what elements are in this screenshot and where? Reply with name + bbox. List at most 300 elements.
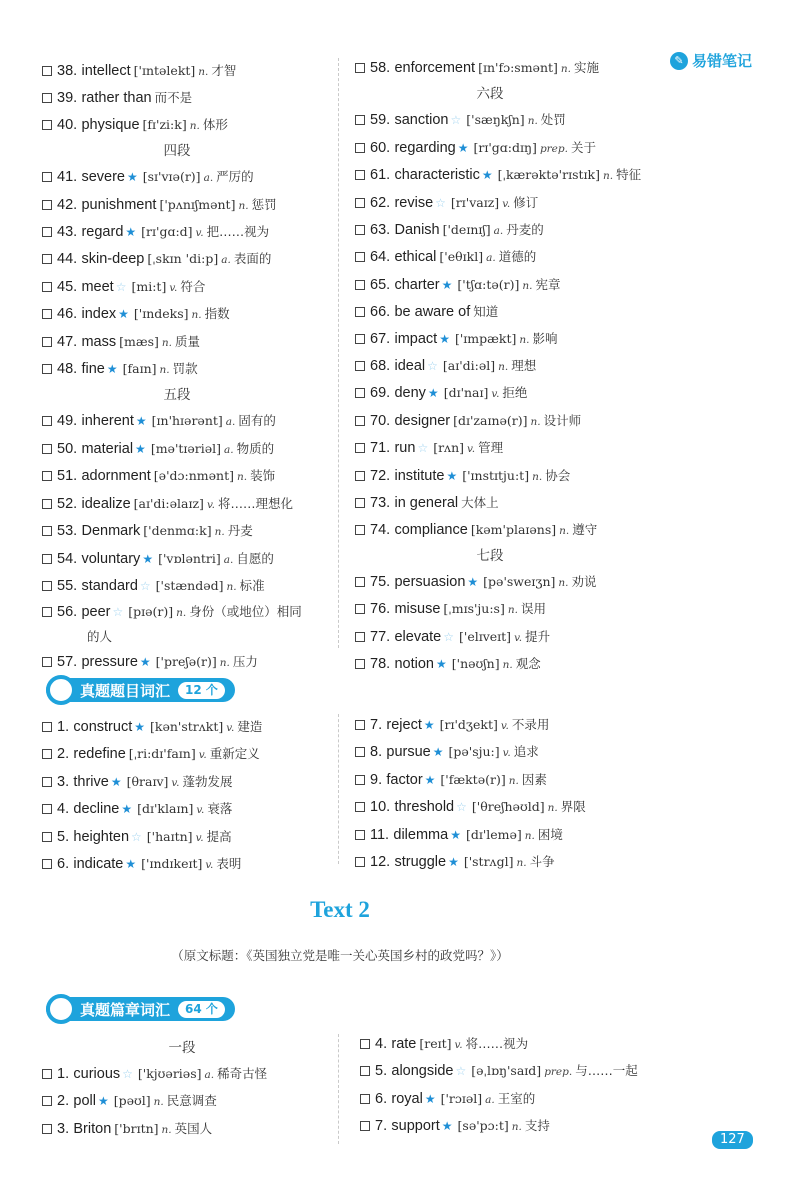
part-of-speech: a. [223, 553, 234, 566]
vocab-item [42, 219, 332, 246]
vocab-word: fine [81, 361, 105, 378]
phonetic: ['sæŋkʃn] [466, 112, 525, 128]
star-icon: ★ [125, 225, 137, 240]
vocab-word: mass [81, 333, 117, 350]
vocab-meaning: 物质的 [236, 440, 275, 456]
vocab-meaning: 重新定义 [209, 746, 260, 762]
checkbox-icon[interactable] [42, 722, 52, 732]
vocab-meaning: 处罚 [540, 112, 566, 128]
vocab-number: 40. [57, 116, 78, 133]
vocab-meaning: 装饰 [250, 468, 276, 484]
vocab-meaning: 遵守 [572, 521, 598, 537]
part-of-speech: v. [500, 720, 509, 732]
checkbox-icon[interactable] [355, 659, 365, 669]
vocab-item [355, 272, 755, 299]
column-divider [338, 1034, 339, 1144]
star-icon: ☆ [112, 605, 124, 620]
vocab-item [355, 624, 755, 651]
vocab-number: 5. [375, 1063, 388, 1080]
vocab-word: intellect [81, 63, 131, 79]
vocab-word: rate [391, 1036, 417, 1052]
star-icon: ★ [446, 468, 458, 483]
checkbox-icon[interactable] [355, 252, 365, 262]
checkbox-icon[interactable] [42, 499, 52, 509]
vocab-word: factor [386, 771, 423, 788]
checkbox-icon[interactable] [355, 361, 365, 371]
vocab-word: alongside [391, 1063, 454, 1080]
part-of-speech: n. [530, 415, 541, 428]
phonetic: [ˌri:dɪ'faɪn] [128, 746, 196, 762]
vocab-number: 71. [370, 440, 391, 457]
phonetic: ['pʌnɪʃmənt] [159, 196, 236, 212]
phonetic: [faɪn] [122, 361, 157, 377]
phonetic: ['preʃə(r)] [155, 654, 217, 670]
vocab-meaning: 符合 [180, 278, 206, 294]
vocab-number: 39. [57, 90, 78, 107]
vocab-word: be aware of [394, 304, 471, 321]
checkbox-icon[interactable] [42, 309, 52, 319]
part-of-speech: n. [214, 526, 225, 539]
checkbox-icon[interactable] [355, 334, 365, 344]
phonetic: ['ɪntəlekt] [133, 63, 196, 78]
vocab-number: 63. [370, 222, 391, 239]
vocab-number: 5. [57, 828, 70, 845]
phonetic: [fɪ'zi:k] [142, 116, 187, 132]
checkbox-icon[interactable] [42, 526, 52, 536]
vocab-number: 69. [370, 385, 391, 402]
checkbox-icon[interactable] [355, 170, 365, 180]
vocab-meaning: 压力 [232, 654, 258, 670]
vocab-item [355, 767, 755, 794]
vocab-number: 12. [370, 854, 391, 871]
vocab-meaning: 身份（或地位）相同 [189, 604, 302, 620]
star-icon: ★ [441, 277, 453, 292]
checkbox-icon[interactable] [42, 749, 52, 759]
star-icon: ★ [135, 441, 146, 456]
part-of-speech: n. [238, 199, 249, 212]
vocab-item [42, 301, 332, 328]
vocab-meaning: 标准 [239, 577, 265, 593]
part-of-speech: v. [514, 631, 523, 644]
pen-circle-icon: ✎ [670, 52, 688, 70]
vocab-number: 76. [370, 601, 391, 618]
vocab-number: 74. [370, 521, 391, 538]
phonetic: [pə'sju:] [448, 744, 500, 760]
part-of-speech: a. [485, 1093, 495, 1106]
vocab-meaning: 设计师 [543, 412, 582, 428]
vocab-meaning: 固有的 [238, 413, 276, 429]
part-of-speech: v. [198, 749, 207, 762]
checkbox-icon[interactable] [42, 120, 52, 130]
vocab-word: threshold [394, 799, 455, 816]
vocab-meaning: 劝说 [571, 573, 597, 589]
vocab-number: 57. [57, 654, 78, 671]
star-icon: ★ [448, 855, 459, 870]
phonetic: [mə'tɪəriəl] [150, 440, 222, 456]
checkbox-icon[interactable] [42, 859, 52, 869]
checkbox-icon[interactable] [360, 1066, 370, 1076]
checkbox-icon[interactable] [42, 471, 52, 481]
vocab-word: charter [394, 276, 440, 293]
vocab-meaning: 英国人 [174, 1120, 213, 1136]
vocab-item [355, 244, 755, 271]
checkbox-icon[interactable] [42, 832, 52, 842]
vocab-meaning: 协会 [545, 467, 571, 483]
vocab-word: Briton [73, 1120, 112, 1137]
vocab-word: peer [81, 604, 111, 621]
phonetic: ['tʃɑ:tə(r)] [457, 276, 520, 292]
checkbox-icon[interactable] [360, 1094, 370, 1104]
phonetic: ['kjʊəriəs] [137, 1066, 202, 1081]
star-icon: ★ [441, 1119, 453, 1134]
vocab-item [355, 596, 755, 623]
vocab-meaning: 衰落 [207, 801, 233, 817]
vocab-item [355, 435, 755, 462]
checkbox-icon[interactable] [42, 657, 52, 667]
part-of-speech: n. [522, 279, 533, 292]
checkbox-icon[interactable] [42, 254, 52, 264]
checkbox-icon[interactable] [355, 525, 365, 535]
checkbox-icon[interactable] [355, 416, 365, 426]
vocab-meaning: 大体上 [461, 495, 499, 511]
checkbox-icon[interactable] [355, 632, 365, 642]
part-of-speech: v. [195, 227, 204, 240]
part-of-speech: n. [502, 659, 513, 672]
vocab-word: deny [394, 385, 426, 402]
vocab-number: 59. [370, 112, 391, 129]
vocab-item [355, 107, 755, 134]
star-icon: ★ [118, 307, 129, 322]
vocab-item [42, 1116, 332, 1143]
vocab-number: 1. [57, 719, 70, 735]
phonetic: ['ɪmpækt] [454, 330, 517, 346]
checkbox-icon[interactable] [360, 1039, 370, 1049]
vocab-word: redefine [73, 746, 126, 763]
vocab-meaning: 表明 [216, 856, 242, 872]
vocab-item [42, 463, 332, 490]
checkbox-icon[interactable] [355, 720, 365, 730]
phonetic: ['strʌgl] [463, 854, 514, 870]
phonetic: ['vɒləntri] [158, 550, 221, 566]
phonetic: ['stændəd] [155, 577, 224, 593]
star-icon: ★ [110, 774, 122, 789]
vocab-number: 72. [370, 467, 391, 484]
vocab-item [355, 712, 755, 739]
part-of-speech: n. [198, 66, 209, 78]
vocab-number: 10. [370, 799, 391, 816]
phonetic: ['haɪtn] [146, 828, 193, 844]
star-icon: ★ [97, 1094, 109, 1109]
vocab-number: 47. [57, 333, 78, 350]
magnifier-icon [46, 994, 76, 1024]
vocab-number: 42. [57, 196, 78, 213]
checkbox-icon[interactable] [355, 388, 365, 398]
checkbox-icon[interactable] [42, 282, 52, 292]
vocab-word: punishment [81, 196, 157, 213]
vocab-item [42, 851, 332, 878]
vocab-word: inherent [81, 413, 134, 430]
vocab-item [42, 600, 332, 649]
phonetic: [aɪ'di:əl] [442, 358, 496, 374]
checkbox-icon[interactable] [42, 581, 52, 591]
phonetic: [rʌn] [433, 440, 465, 456]
checkbox-icon[interactable] [42, 804, 52, 814]
vocab-item [355, 217, 755, 244]
part-of-speech: n. [191, 309, 202, 322]
checkbox-icon[interactable] [42, 200, 52, 210]
vocab-meaning: 惩罚 [251, 196, 277, 212]
vocab-item [355, 299, 755, 325]
checkbox-icon[interactable] [355, 198, 365, 208]
vocab-word: rather than [81, 90, 152, 107]
phonetic: [rɪ'gɑ:dɪŋ] [473, 139, 537, 155]
phonetic: ['brɪtn] [114, 1120, 159, 1136]
vocab-number: 70. [370, 412, 391, 429]
vocab-word: sanction [394, 112, 449, 129]
vocab-meaning: 关于 [570, 139, 596, 155]
brand-label: ✎ 易错笔记 [670, 50, 752, 71]
checkbox-icon[interactable] [42, 444, 52, 454]
vocab-number: 62. [370, 194, 391, 211]
vocab-number: 65. [370, 276, 391, 293]
vocab-item [42, 796, 332, 823]
checkbox-icon[interactable] [355, 143, 365, 153]
vocab-number: 11. [370, 826, 390, 843]
checkbox-icon[interactable] [355, 604, 365, 614]
checkbox-icon[interactable] [42, 777, 52, 787]
vocab-number: 60. [370, 139, 391, 156]
vocab-meaning: 而不是 [154, 90, 193, 106]
vocab-word: idealize [81, 495, 131, 512]
vocab-word: characteristic [394, 167, 480, 184]
checkbox-icon[interactable] [355, 443, 365, 453]
checkbox-icon[interactable] [355, 225, 365, 235]
vocab-meaning: 困境 [537, 826, 563, 842]
bottom-right-column [360, 1031, 760, 1141]
vocab-word: adornment [81, 468, 151, 485]
checkbox-icon[interactable] [355, 857, 365, 867]
vocab-item [42, 546, 332, 573]
column-divider [338, 58, 339, 648]
vocab-meaning: 罚款 [172, 361, 198, 377]
vocab-number: 51. [57, 468, 78, 485]
part-of-speech: a. [221, 254, 231, 267]
checkbox-icon[interactable] [42, 416, 52, 426]
checkbox-icon[interactable] [355, 471, 365, 481]
checkbox-icon[interactable] [42, 227, 52, 237]
vocab-number: 50. [57, 440, 78, 457]
phonetic: [pə'sweɪʒn] [483, 573, 556, 589]
vocab-number: 7. [370, 717, 383, 733]
vocab-number: 46. [57, 306, 78, 323]
checkbox-icon[interactable] [355, 280, 365, 290]
checkbox-icon[interactable] [355, 307, 365, 317]
part-of-speech: n. [547, 802, 558, 815]
phonetic: ['nəʊʃn] [451, 656, 500, 672]
checkbox-icon[interactable] [355, 747, 365, 757]
part-of-speech: prep. [539, 142, 568, 155]
part-of-speech: a. [203, 172, 214, 185]
phonetic: [ˌmɪs'ju:s] [443, 601, 505, 617]
phonetic: ['denmɑ:k] [143, 523, 212, 539]
vocab-number: 3. [57, 773, 70, 790]
part-of-speech: n. [511, 1121, 522, 1134]
phonetic: [ə'dɔ:nmənt] [153, 468, 234, 484]
vocab-item [42, 491, 332, 518]
star-icon: ☆ [122, 1067, 133, 1081]
vocab-item [42, 329, 332, 356]
section-heading: 七段 [476, 547, 504, 564]
star-icon: ★ [467, 574, 479, 589]
vocab-item [42, 741, 332, 768]
part-of-speech: n. [236, 471, 248, 484]
star-icon: ★ [481, 168, 493, 183]
vocab-item [355, 463, 755, 490]
vocab-meaning: 提高 [206, 828, 232, 844]
vocab-item [42, 112, 332, 139]
vocab-item [42, 1061, 332, 1088]
phonetic: ['eθɪkl] [439, 249, 484, 265]
page-number: 127 [712, 1131, 753, 1149]
vocab-item [355, 408, 755, 435]
checkbox-icon[interactable] [355, 802, 365, 812]
part-of-speech: v. [502, 197, 511, 210]
vocab-item [360, 1086, 760, 1113]
vocab-meaning: 民意调查 [166, 1093, 217, 1109]
original-title-note: （原文标题：《英国独立党是唯一关心英国乡村的政党吗？》） [171, 948, 509, 963]
checkbox-icon[interactable] [42, 364, 52, 374]
checkbox-icon[interactable] [42, 66, 52, 76]
vocab-word: in general [394, 495, 459, 512]
magnifier-icon [46, 675, 76, 705]
star-icon: ★ [457, 140, 469, 155]
vocab-word: ideal [394, 358, 426, 375]
vocab-meaning: 理想 [511, 358, 537, 374]
vocab-word: impact [394, 330, 438, 347]
checkbox-icon[interactable] [360, 1121, 370, 1131]
part-of-speech: v. [491, 388, 500, 401]
checkbox-icon[interactable] [42, 1069, 52, 1079]
phonetic: [rɪ'dʒekt] [439, 717, 498, 732]
phonetic: [ɪn'hɪərənt] [151, 413, 223, 429]
phonetic: ['θreʃhəʊld] [471, 799, 545, 815]
phonetic: ['ɪnstɪtju:t] [462, 467, 530, 483]
star-icon: ☆ [456, 800, 467, 815]
star-icon: ☆ [115, 279, 127, 294]
vocab-number: 78. [370, 656, 391, 673]
section-banner-question-vocab: 真题题目词汇 12 个 [46, 676, 235, 704]
vocab-number: 61. [370, 167, 391, 184]
vocab-meaning: 稀奇古怪 [217, 1066, 268, 1081]
vocab-item [42, 824, 332, 851]
part-of-speech: v. [205, 859, 214, 872]
phonetic: [rɪ'vaɪz] [450, 194, 500, 210]
vocab-meaning: 影响 [532, 330, 558, 346]
vocab-word: enforcement [394, 60, 476, 76]
checkbox-icon[interactable] [42, 93, 52, 103]
part-of-speech: a. [225, 416, 236, 429]
star-icon: ★ [424, 772, 436, 787]
checkbox-icon[interactable] [355, 830, 365, 840]
vocab-meaning: 丹麦的 [506, 222, 544, 238]
vocab-item [355, 569, 755, 596]
vocab-item [355, 517, 755, 544]
vocab-meaning: 表面的 [233, 251, 272, 267]
part-of-speech: n. [559, 524, 570, 537]
vocab-meaning: 宪章 [535, 276, 561, 292]
vocab-number: 48. [57, 361, 78, 378]
vocab-word: institute [394, 467, 445, 484]
checkbox-icon[interactable] [42, 337, 52, 347]
section-banner-passage-vocab: 真题篇章词汇 64 个 [46, 995, 235, 1023]
part-of-speech: n. [602, 170, 614, 183]
phonetic: [aɪ'di:əlaɪz] [133, 495, 204, 511]
checkbox-icon[interactable] [42, 1124, 52, 1134]
vocab-item [42, 356, 332, 383]
star-icon: ★ [439, 331, 450, 346]
checkbox-icon[interactable] [355, 775, 365, 785]
checkbox-icon[interactable] [355, 115, 365, 125]
phonetic: [rɪ'gɑ:d] [141, 224, 193, 240]
vocab-item [42, 769, 332, 796]
checkbox-icon[interactable] [355, 577, 365, 587]
part-of-speech: v. [196, 804, 205, 817]
vocab-word: construct [73, 719, 133, 735]
checkbox-icon[interactable] [355, 63, 365, 73]
vocab-word: severe [81, 169, 125, 186]
star-icon: ★ [432, 745, 444, 760]
vocab-word: dilemma [393, 826, 449, 843]
checkbox-icon[interactable] [42, 607, 52, 617]
vocab-word: royal [391, 1090, 423, 1107]
section-heading: 一段 [168, 1040, 196, 1056]
vocab-number: 6. [375, 1090, 388, 1107]
vocab-item [355, 822, 755, 849]
vocab-meaning: 质量 [175, 333, 201, 349]
bottom-left-column [42, 1036, 332, 1143]
vocab-word: Denmark [81, 523, 141, 540]
part-of-speech: a. [493, 225, 504, 238]
checkbox-icon[interactable] [42, 1096, 52, 1106]
phonetic: [kəm'plaɪəns] [470, 521, 557, 537]
vocab-item [42, 85, 332, 111]
checkbox-icon[interactable] [42, 172, 52, 182]
vocab-number: 45. [57, 278, 78, 295]
checkbox-icon[interactable] [42, 554, 52, 564]
vocab-word: indicate [73, 856, 124, 873]
vocab-number: 7. [375, 1118, 388, 1135]
vocab-item [42, 649, 332, 676]
vocab-word: regard [81, 224, 124, 241]
vocab-meaning: 特征 [616, 167, 642, 183]
checkbox-icon[interactable] [355, 498, 365, 508]
vocab-word: standard [81, 577, 138, 594]
vocab-number: 58. [370, 60, 391, 76]
phonetic: ['ɪndɪkeɪt] [141, 856, 203, 872]
vocab-item [360, 1058, 760, 1085]
vocab-meaning: 管理 [478, 440, 504, 456]
star-icon: ★ [134, 720, 145, 734]
part-of-speech: v. [206, 498, 215, 511]
phonetic: ['deɪnɪʃ] [442, 222, 491, 238]
star-icon: ☆ [455, 1064, 467, 1079]
vocab-meaning: 因素 [521, 771, 547, 787]
star-icon: ★ [427, 386, 439, 401]
vocab-word: persuasion [394, 573, 466, 590]
vocab-number: 4. [57, 801, 70, 818]
vocab-meaning: 将……理想化 [217, 495, 293, 511]
vocab-number: 38. [57, 63, 78, 79]
